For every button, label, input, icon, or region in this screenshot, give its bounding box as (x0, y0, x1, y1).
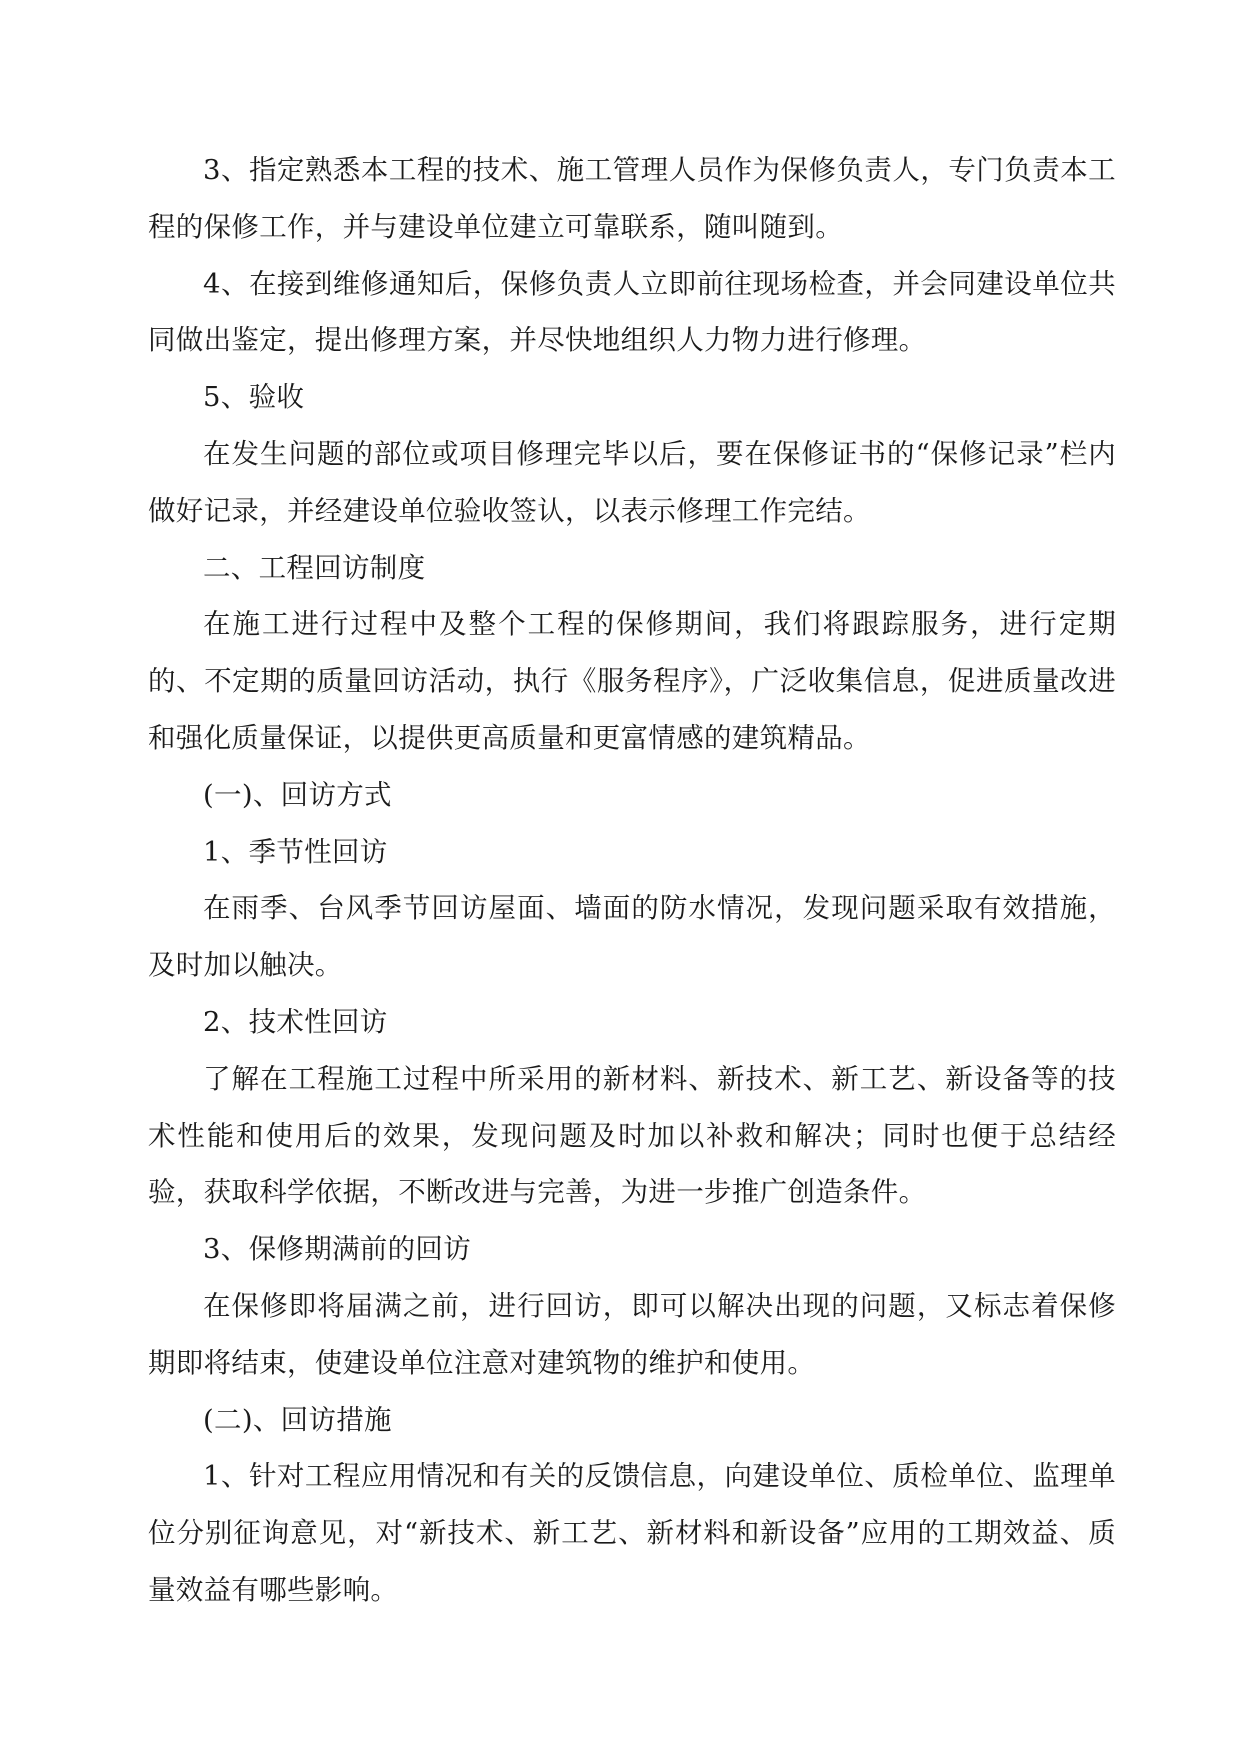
paragraph-technical-revisit: 了解在工程施工过程中所采用的新材料、新技术、新工艺、新设备等的技术性能和使用后的效果，发现问题及时加以补救和解决；同时也便于总结经验，获取科学依据，不断改进与完善，为进一步推广创造条件。 (148, 1062, 1116, 1209)
paragraph-seasonal-revisit: 在雨季、台风季节回访屋面、墙面的防水情况，发现问题采取有效措施，及时加以触决。 (148, 892, 1116, 982)
paragraph-item-3: 3、指定熟悉本工程的技术、施工管理人员作为保修负责人，专门负责本工程的保修工作，并与建设单位建立可靠联系，随叫随到。 (148, 154, 1116, 243)
paragraph-acceptance: 在发生问题的部位或项目修理完毕以后，要在保修证书的“保修记录”栏内做好记录，并经建设单位验收签认，以表示修理工作完结。 (148, 437, 1116, 527)
subsection-heading-revisit-methods: (一)、回访方式 (203, 778, 392, 811)
document-body (148, 142, 1116, 1619)
heading-pre-expiry-revisit: 3、保修期满前的回访 (203, 1233, 471, 1266)
heading-seasonal-revisit: 1、季节性回访 (203, 835, 388, 868)
paragraph-revisit-intro: 在施工进行过程中及整个工程的保修期间，我们将跟踪服务，进行定期的、不定期的质量回访活动，执行《服务程序》，广泛收集信息，促进质量改进和强化质量保证，以提供更高质量和更富情感的建筑精品。 (148, 608, 1116, 754)
paragraph-measure-1: 1、针对工程应用情况和有关的反馈信息，向建设单位、质检单位、监理单位分别征询意见，对“新技术、新工艺、新材料和新设备”应用的工期效益、质量效益有哪些影响。 (148, 1460, 1116, 1606)
heading-technical-revisit: 2、技术性回访 (203, 1005, 388, 1038)
section-heading-revisit-system: 二、工程回访制度 (203, 551, 426, 584)
heading-acceptance: 5、验收 (203, 381, 305, 414)
subsection-heading-revisit-measures: (二)、回访措施 (203, 1403, 392, 1436)
paragraph-item-4: 4、在接到维修通知后，保修负责人立即前往现场检查，并会同建设单位共同做出鉴定，提出修理方案，并尽快地组织人力物力进行修理。 (148, 267, 1116, 357)
paragraph-pre-expiry-revisit: 在保修即将届满之前，进行回访，即可以解决出现的问题，又标志着保修期即将结束，使建设单位注意对建筑物的维护和使用。 (148, 1289, 1116, 1379)
